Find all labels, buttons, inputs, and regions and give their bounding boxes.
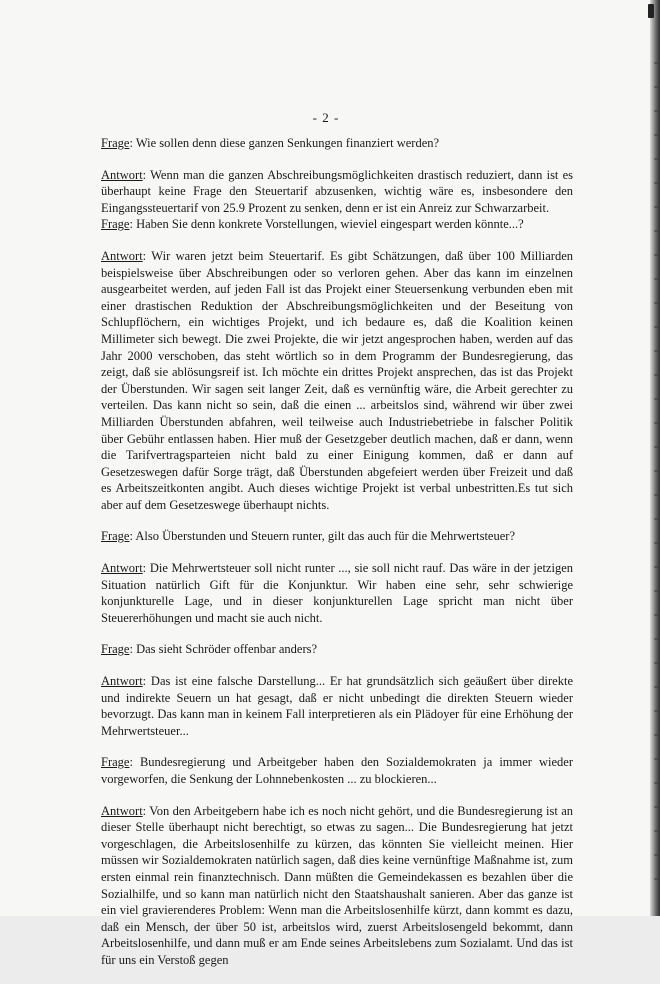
block-text: Wir waren jetzt beim Steuertarif. Es gibt Schätzungen, daß über 100 Milliarden beispielsweise über Abschreibungen oder so verloren gehen. Aber das kann im einzelnen ausgearbeitet werden, auf jeden Fall ist das Projekt einer Steuersenkung verbunden eben mit einer drastischen Reduktion der Abschreibungsmöglichkeiten und der Beseitung von Schlupflöchern, ein wichtiges Projekt, und ich bedaure es, daß die Koalition keinen Millimeter sich bewegt. Die zwei Projekte, die wir jetzt angesprochen haben, werden auf das Jahr 2000 verschoben, das steht wörtlich so in dem Programm der Bundesregierung, das zeigt, daß sie ablösungsreif ist. Ich möchte ein drittes Projekt ansprechen, das ist das Projekt der Überstunden. Wir sagen seit langer Zeit, daß es vernünftig wäre, die Arbeit gerechter zu verteilen. Das kann nicht so sein, daß die einen ... arbeitslos sind, während wir über zwei Milliarden Überstunden abfahren, weil teilweise auch Industriebetriebe in falscher Politik über Gebühr entlassen haben. Hier muß der Gesetzgeber deutlich machen, daß er dann, wenn die Tarifvertragsparteien nicht bald zu einer Einigung kommen, daß er dann auf Gesetzeswegen dafür Sorge trägt, daß Überstunden abgefeiert werden über Freizeit und daß es Arbeitszeitkonten angibt. Auch dieses wichtige Projekt ist verbal unbestritten.Es tut sich aber auf dem Gesetzeswege überhaupt nichts. — [101, 248, 573, 512]
speaker-label: Antwort — [101, 674, 143, 689]
speaker-label: Frage — [101, 642, 130, 657]
block-text: Das ist eine falsche Darstellung... Er hat grundsätzlich sich geäußert über direkte und indirekte Seuern un hat gesagt, daß er nicht unbedingt die direkten Steuern wieder bevorzugt. Das kann man in keinem Fall interpretieren als ein Plädoyer für eine Erhöhung der Mehrwertsteuer... — [101, 674, 573, 738]
block-text: Also Überstunden und Steuern runter, gilt das auch für die Mehrwertsteuer? — [135, 529, 515, 544]
interview-transcript — [101, 135, 573, 984]
block-text: Die Mehrwertsteuer soll nicht runter ..., sie soll nicht rauf. Das wäre in der jetzigen Situation natürlich Gift für die Konjunktur. Wir haben eine sehr, sehr schwierige konjunkturelle Lage, und in dieser konjunkturellen Lage spricht man nicht über Steuererhöhungen und macht sie auch nicht. — [101, 561, 573, 625]
question-block: Frage: Bundesregierung und Arbeitgeber haben den Sozialdemokraten ja immer wieder vorgeworfen, die Senkung der Lohnnebenkosten ... zu blockieren... — [101, 755, 573, 786]
block-text: Das sieht Schröder offenbar anders? — [136, 642, 318, 657]
speaker-label: Frage — [101, 755, 130, 770]
answer-block: Antwort: Wenn man die ganzen Abschreibungsmöglichkeiten drastisch reduziert, dann ist es überhaupt keine Frage den Steuertarif abzusenken, wichtig wäre es, insbesondere den Eingangssteuertarif von 25.9 Prozent zu senken, denn er ist ein Anreiz zur Schwarzarbeit. — [101, 167, 573, 215]
scan-edge-noise — [654, 40, 658, 880]
answer-block: Antwort: Wir waren jetzt beim Steuertarif. Es gibt Schätzungen, daß über 100 Milliarden beispielsweise über Abschreibungen oder so verloren gehen. Aber das kann im einzelnen ausgearbeitet werden, auf jeden Fall ist das Projekt einer Steuersenkung verbunden eben mit einer drastischen Reduktion der Abschreibungsmöglichkeiten und der Beseitung von Schlupflöchern, ein wichtiges Projekt, und ich bedaure es, daß die Koalition keinen Millimeter sich bewegt. Die zwei Projekte, die wir jetzt angesprochen haben, werden auf das Jahr 2000 verschoben, das steht wörtlich so in dem Programm der Bundesregierung, das zeigt, daß sie ablösungsreif ist. Ich möchte ein drittes Projekt ansprechen, das ist das Projekt der Überstunden. Wir sagen seit langer Zeit, daß es vernünftig wäre, die Arbeit gerechter zu verteilen. Das kann nicht so sein, daß die einen ... arbeitslos sind, während wir über zwei Milliarden Überstunden abfahren, weil teilweise auch Industriebetriebe in falscher Politik über Gebühr entlassen haben. Hier muß der Gesetzgeber deutlich machen, daß er dann, wenn die Tarifvertragsparteien nicht bald zu einer Einigung kommen, daß er dann auf Gesetzeswegen dafür Sorge trägt, daß Überstunden abgefeiert werden über Freizeit und daß es Arbeitszeitkonten angibt. Auch dieses wichtige Projekt ist verbal unbestritten.Es tut sich aber auf dem Gesetzeswege überhaupt nichts. — [101, 248, 573, 512]
speaker-label: Antwort — [101, 803, 143, 818]
block-text: Haben Sie denn konkrete Vorstellungen, wieviel eingespart werden könnte...? — [136, 217, 524, 232]
answer-block: Antwort: Die Mehrwertsteuer soll nicht runter ..., sie soll nicht rauf. Das wäre in der jetzigen Situation natürlich Gift für die Konjunktur. Wir haben eine sehr, sehr schwierige konjunkturelle Lage, und in dieser konjunkturellen Lage spricht man nicht über Steuererhöhungen und macht sie auch nicht. — [101, 561, 573, 625]
speaker-label: Antwort — [101, 167, 143, 182]
question-block: Frage: Wie sollen denn diese ganzen Senkungen finanziert werden? — [101, 136, 440, 150]
speaker-label: Frage — [101, 136, 130, 150]
question-block: Frage: Haben Sie denn konkrete Vorstellungen, wieviel eingespart werden könnte...? — [101, 217, 524, 232]
speaker-label: Frage — [101, 529, 130, 544]
block-text: Wenn man die ganzen Abschreibungsmöglichkeiten drastisch reduziert, dann ist es überhaupt keine Frage den Steuertarif abzusenken, wichtig wäre es, insbesondere den Eingangssteuertarif von 25.9 Prozent zu senken, denn er ist ein Anreiz zur Schwarzarbeit. — [101, 167, 573, 215]
page-number: - 2 - — [312, 110, 340, 125]
speaker-label: Antwort — [101, 561, 143, 576]
scan-edge-mark — [648, 4, 654, 18]
speaker-label: Antwort — [101, 248, 143, 263]
block-text: Bundesregierung und Arbeitgeber haben den Sozialdemokraten ja immer wieder vorgeworfen, die Senkung der Lohnnebenkosten ... zu blockieren... — [101, 755, 573, 786]
block-text: Wie sollen denn diese ganzen Senkungen finanziert werden? — [135, 136, 440, 150]
answer-block: Antwort: Das ist eine falsche Darstellung... Er hat grundsätzlich sich geäußert über direkte und indirekte Seuern un hat gesagt, daß er nicht unbedingt die direkten Steuern wieder bevorzugt. Das kann man in keinem Fall interpretieren als ein Plädoyer für eine Erhöhung der Mehrwertsteuer... — [101, 674, 573, 738]
block-text: Von den Arbeitgebern habe ich es noch nicht gehört, und die Bundesregierung ist an dieser Stelle überhaupt nicht berechtigt, so etwas zu sagen... Die Bundesregierung hat jetzt vorgeschlagen, die Arbeitslosenhilfe zu kürzen, das könnten Sie vielleicht meinen. Hier müssen wir Sozialdemokraten natürlich sagen, daß dies keine vernünftige Maßnahme ist, zum ersten einmal rein finanztechnisch. Dann müßten die Gemeindekassen es bezahlen über die Sozialhilfe, und so kann man natürlich nicht den Staatshaushalt sanieren. Aber das ganze ist ein viel gravierenderes Problem: Wenn man die Arbeitslosenhilfe kürzt, dann kommt es dazu, daß ein Mensch, der über 50 ist, arbeitslos wird, zuerst Arbeitslosengeld bekommt, dann Arbeitslosenhilfe, und dann muß er am Ende seines Arbeitslebens zum Sozialamt. Und das ist für uns ein Verstoß gegen — [101, 803, 573, 967]
question-block: Frage: Also Überstunden und Steuern runter, gilt das auch für die Mehrwertsteuer? — [101, 529, 515, 544]
question-block: Frage: Das sieht Schröder offenbar anders? — [101, 642, 318, 657]
speaker-label: Frage — [101, 217, 130, 232]
answer-block: Antwort: Von den Arbeitgebern habe ich es noch nicht gehört, und die Bundesregierung ist an dieser Stelle überhaupt nicht berechtigt, so etwas zu sagen... Die Bundesregierung hat jetzt vorgeschlagen, die Arbeitslosenhilfe zu kürzen, das könnten Sie vielleicht meinen. Hier müssen wir Sozialdemokraten natürlich sagen, daß dies keine vernünftige Maßnahme ist, zum ersten einmal rein finanztechnisch. Dann müßten die Gemeindekassen es bezahlen über die Sozialhilfe, und so kann man natürlich nicht den Staatshaushalt sanieren. Aber das ganze ist ein viel gravierenderes Problem: Wenn man die Arbeitslosenhilfe kürzt, dann kommt es dazu, daß ein Mensch, der über 50 ist, arbeitslos wird, zuerst Arbeitslosengeld bekommt, dann Arbeitslosenhilfe, und dann muß er am Ende seines Arbeitslebens zum Sozialamt. Und das ist für uns ein Verstoß gegen — [101, 803, 573, 967]
